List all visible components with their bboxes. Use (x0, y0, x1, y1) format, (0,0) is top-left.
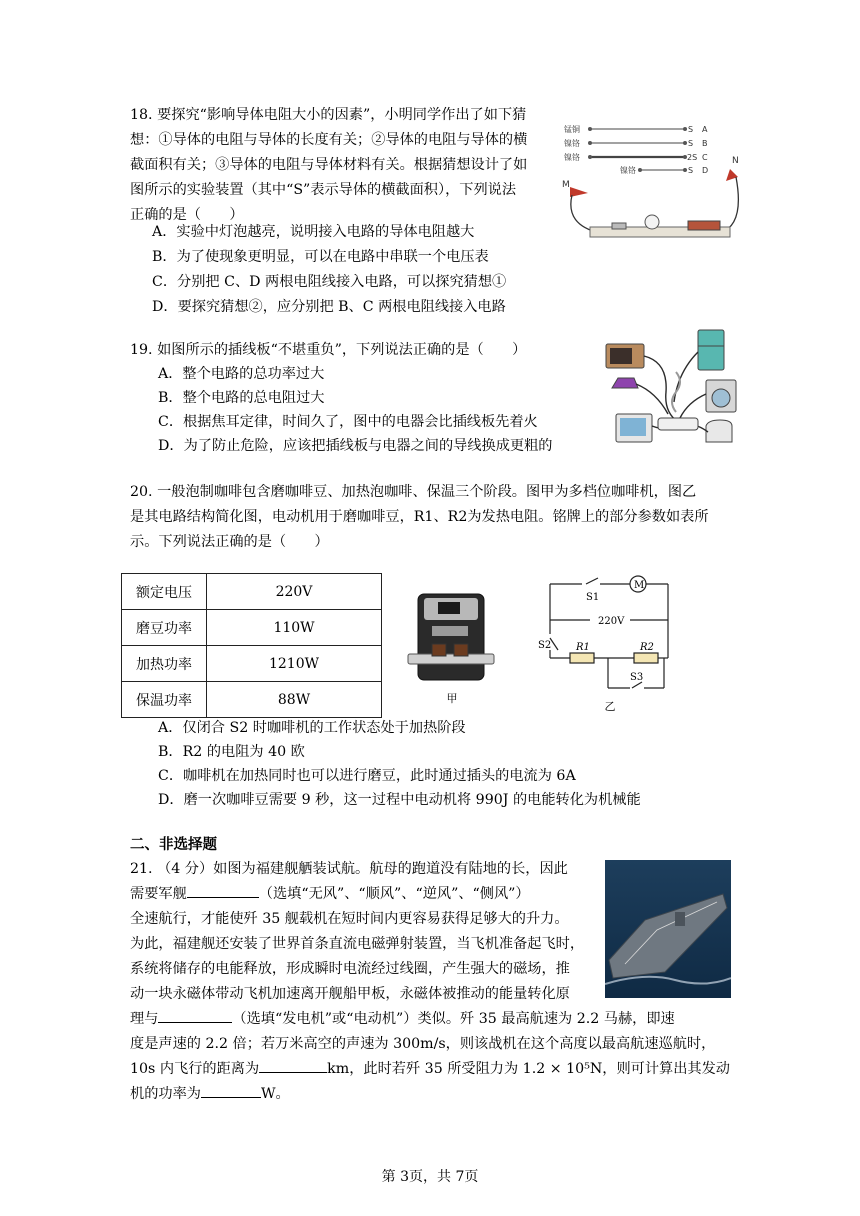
param-label: 加热功率 (122, 646, 207, 682)
fridge-icon (698, 330, 724, 370)
wire-b-material: 镍铬 (564, 139, 580, 148)
q21-line: 21. （4 分）如图为福建舰舾装试航。航母的跑道没有陆地的长，因此 (130, 861, 568, 877)
q20-stem (130, 480, 709, 555)
q21-text: km，此时若歼 35 所受阻力为 1.2 × 10⁵N，则可计算出其发动 (327, 1061, 730, 1077)
overloaded-power-strip-figure (598, 322, 748, 460)
q21-line: 度是声速的 2.2 倍；若万米高空的声速为 300m/s，则该战机在这个高度以最高航速巡航时， (130, 1036, 716, 1052)
wire-d-letter: D (702, 166, 709, 175)
q18-line: 图所示的实验装置（其中“S”表示导体的横截面积），下列说法 (130, 182, 517, 198)
wire-a-letter: A (702, 125, 708, 134)
q21-line: 系统将储存的电能释放，形成瞬时电流经过线圈，产生强大的磁场，推 (130, 961, 570, 977)
r2-label: R2 (640, 642, 654, 653)
param-label: 保温功率 (122, 682, 207, 718)
wire-c-area: 2S (687, 153, 698, 162)
wire-c-letter: C (702, 153, 708, 162)
source-label: 220V (598, 616, 625, 627)
fig-b-caption: 乙 (604, 700, 616, 712)
q21-line: 动一块永磁体带动飞机加速离开舰船甲板，永磁体被推动的能量转化原 (130, 986, 570, 1002)
q21-line: 为此，福建舰还安装了世界首条直流电磁弹射装置，当飞机准备起飞时， (130, 936, 585, 952)
q18-line: 截面积有关；③导体的电阻与导体材料有关。根据猜想设计了如 (130, 157, 528, 173)
q19-option-b: B．整个电路的总电阻过大 (158, 390, 325, 406)
q21-line (130, 1007, 730, 1032)
resistance-experiment-figure (560, 115, 750, 250)
q19-stem: 19. 如图所示的插线板“不堪重负”，下列说法正确的是（ ） (130, 342, 527, 358)
iron-icon (612, 378, 638, 388)
answer-blank-4[interactable] (201, 1083, 261, 1098)
q21-line (130, 1057, 730, 1082)
wire-a-material: 锰铜 (564, 125, 580, 134)
wire-b-area: S (688, 139, 694, 148)
answer-blank-2[interactable] (158, 1008, 232, 1023)
q21-line: 全速航行，才能使歼 35 舰载机在短时间内更容易获得足够大的升力。 (130, 911, 569, 927)
motor-label: M (634, 580, 645, 591)
q18-line: 想：①导体的电阻与导体的长度有关；②导体的电阻与导体的横 (130, 132, 528, 148)
table-row (122, 574, 382, 610)
q19-option-d: D．为了防止危险，应该把插线板与电器之间的导线换成更粗的 (158, 438, 553, 454)
coffee-machine-param-table (121, 573, 382, 718)
answer-blank-1[interactable] (187, 883, 259, 898)
param-value: 1210W (207, 646, 382, 682)
table-row (122, 682, 382, 718)
wire-c-material: 镍铬 (564, 153, 580, 162)
aircraft-carrier-photo (605, 860, 731, 998)
q21-text: （选填“无风”、“顺风”、“逆风”、“侧风”） (258, 886, 530, 902)
table-row (122, 610, 382, 646)
param-label: 磨豆功率 (122, 610, 207, 646)
q21-text: 机的功率为 (130, 1086, 201, 1102)
q18-line: 正确的是（ ） (130, 207, 244, 223)
clip-n-label: N (732, 156, 739, 166)
power-strip-icon (658, 418, 698, 430)
param-value: 88W (207, 682, 382, 718)
q21-text: （选填“发电机”或“电动机”）类似。歼 35 最高航速为 2.2 马赫，即速 (232, 1011, 675, 1027)
section-heading: 二、非选择题 (130, 836, 217, 853)
q20-line: 是其电路结构简化图，电动机用于磨咖啡豆，R1、R2为发热电阻。铭牌上的部分参数如表所 (130, 509, 709, 525)
answer-blank-3[interactable] (259, 1058, 327, 1073)
q20-option-d: D．磨一次咖啡豆需要 9 秒，这一过程中电动机将 990J 的电能转化为机械能 (158, 792, 641, 808)
q21-text: 理与 (130, 1011, 159, 1027)
s2-label: S2 (538, 640, 552, 651)
param-value: 220V (207, 574, 382, 610)
kettle-icon (706, 420, 732, 442)
param-label: 额定电压 (122, 574, 207, 610)
q21-text: 需要军舰 (130, 886, 187, 902)
q18-option-b: B．为了使现象更明显，可以在电路中串联一个电压表 (152, 249, 489, 265)
q21-text: W。 (260, 1086, 290, 1102)
q21-line (130, 1082, 730, 1107)
r1-label: R1 (576, 642, 590, 653)
wire-b-letter: B (702, 139, 708, 148)
q20-line: 示。下列说法正确的是（ ） (130, 534, 329, 550)
battery-icon (688, 221, 720, 230)
q20-option-c: C．咖啡机在加热同时也可以进行磨豆，此时通过插头的电流为 6A (158, 768, 576, 784)
q18-line: 18. 要探究“影响导体电阻大小的因素”，小明同学作出了如下猜 (130, 107, 527, 123)
wire-a-area: S (688, 125, 694, 134)
wire-d-material: 镍铬 (620, 166, 636, 175)
s3-label: S3 (630, 672, 644, 683)
table-row (122, 646, 382, 682)
bulb-icon (645, 215, 659, 229)
clip-m-label: M (562, 180, 570, 190)
wire-d-area: S (688, 166, 694, 175)
coffee-machine-figure (402, 588, 502, 706)
q18-option-a: A．实验中灯泡越亮，说明接入电路的导体电阻越大 (152, 224, 475, 240)
s1-label: S1 (586, 592, 600, 603)
q18-stem (130, 103, 527, 228)
coffee-circuit-diagram (538, 572, 678, 712)
q20-option-a: A．仅闭合 S2 时咖啡机的工作状态处于加热阶段 (158, 720, 466, 736)
fig-a-caption: 甲 (446, 692, 458, 705)
q19-option-c: C．根据焦耳定律，时间久了，图中的电器会比插线板先着火 (158, 414, 538, 430)
clip-m-icon (570, 187, 588, 197)
q18-option-d: D．要探究猜想②，应分别把 B、C 两根电阻线接入电路 (152, 299, 506, 315)
q21-text: 10s 内飞行的距离为 (130, 1061, 260, 1077)
q20-line: 20. 一般泡制咖啡包含磨咖啡豆、加热泡咖啡、保温三个阶段。图甲为多档位咖啡机，图乙 (130, 484, 697, 500)
q19-option-a: A．整个电路的总功率过大 (158, 366, 325, 382)
page-footer: 第 3页，共 7页 (381, 1169, 479, 1185)
q18-option-c: C．分别把 C、D 两根电阻线接入电路，可以探究猜想① (152, 274, 507, 290)
q20-option-b: B．R2 的电阻为 40 欧 (158, 744, 305, 760)
param-value: 110W (207, 610, 382, 646)
